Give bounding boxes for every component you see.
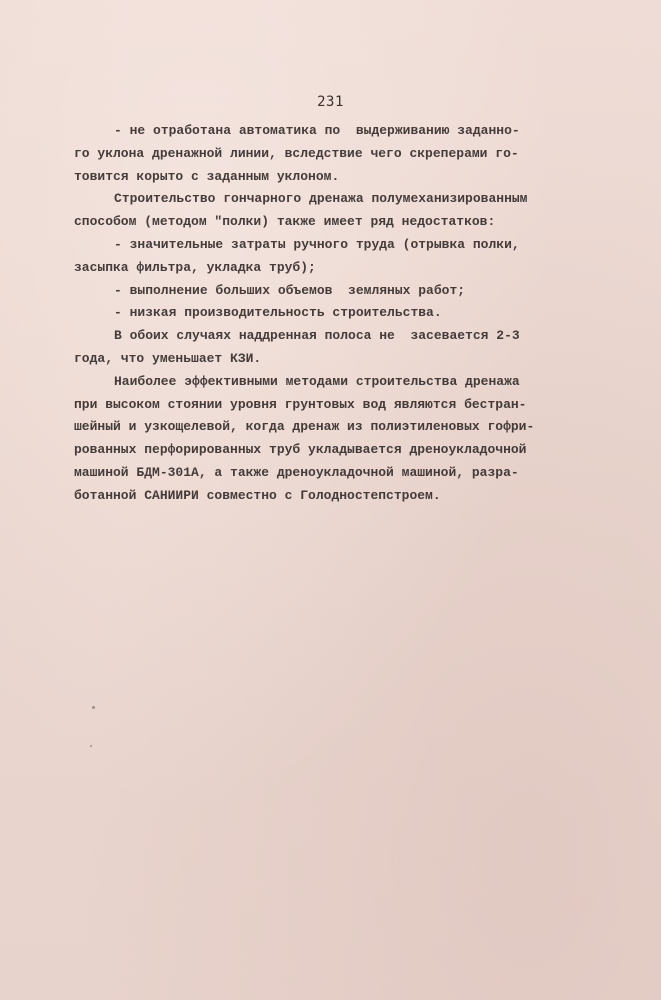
text-line: - выполнение больших объемов земляных работ; [114,282,466,298]
text-line: при высоком стоянии уровня грунтовых вод являются бестран- [74,396,527,412]
paper-speck [92,706,95,709]
text-line: В обоих случаях наддренная полоса не засевается 2-3 [114,328,520,344]
paper-speck [90,745,92,747]
text-line: - не отработана автоматика по выдерживанию заданно- [114,123,520,138]
text-line: машиной БДМ-301А, а также дреноукладочной машиной, разра- [74,464,519,480]
text-line: способом (методом "полки) также имеет ряд недостатков: [74,214,496,230]
page-number: 231 [317,94,344,110]
text-line: Строительство гончарного дренажа полумеханизированным [114,191,528,207]
text-line: - значительные затраты ручного труда (отрывка полки, [114,236,520,252]
text-line: ботанной САНИИРИ совместно с Голодностепстроем. [74,487,441,503]
text-line: го уклона дренажной линии, вследствие чего скреперами го- [74,145,519,161]
document-body [74,120,574,508]
text-line: рованных перфорированных труб укладывается дреноукладочной [74,442,527,458]
text-line: товится корыто с заданным уклоном. [74,168,340,184]
text-line: шейный и узкощелевой, когда дренаж из полиэтиленовых гофри- [74,419,535,435]
text-line: засыпка фильтра, укладка труб); [74,259,316,275]
text-line: Наиболее эффективными методами строительства дренажа [114,373,520,389]
text-line: года, что уменьшает КЗИ. [74,350,262,366]
text-line: - низкая производительность строительства. [114,305,442,321]
